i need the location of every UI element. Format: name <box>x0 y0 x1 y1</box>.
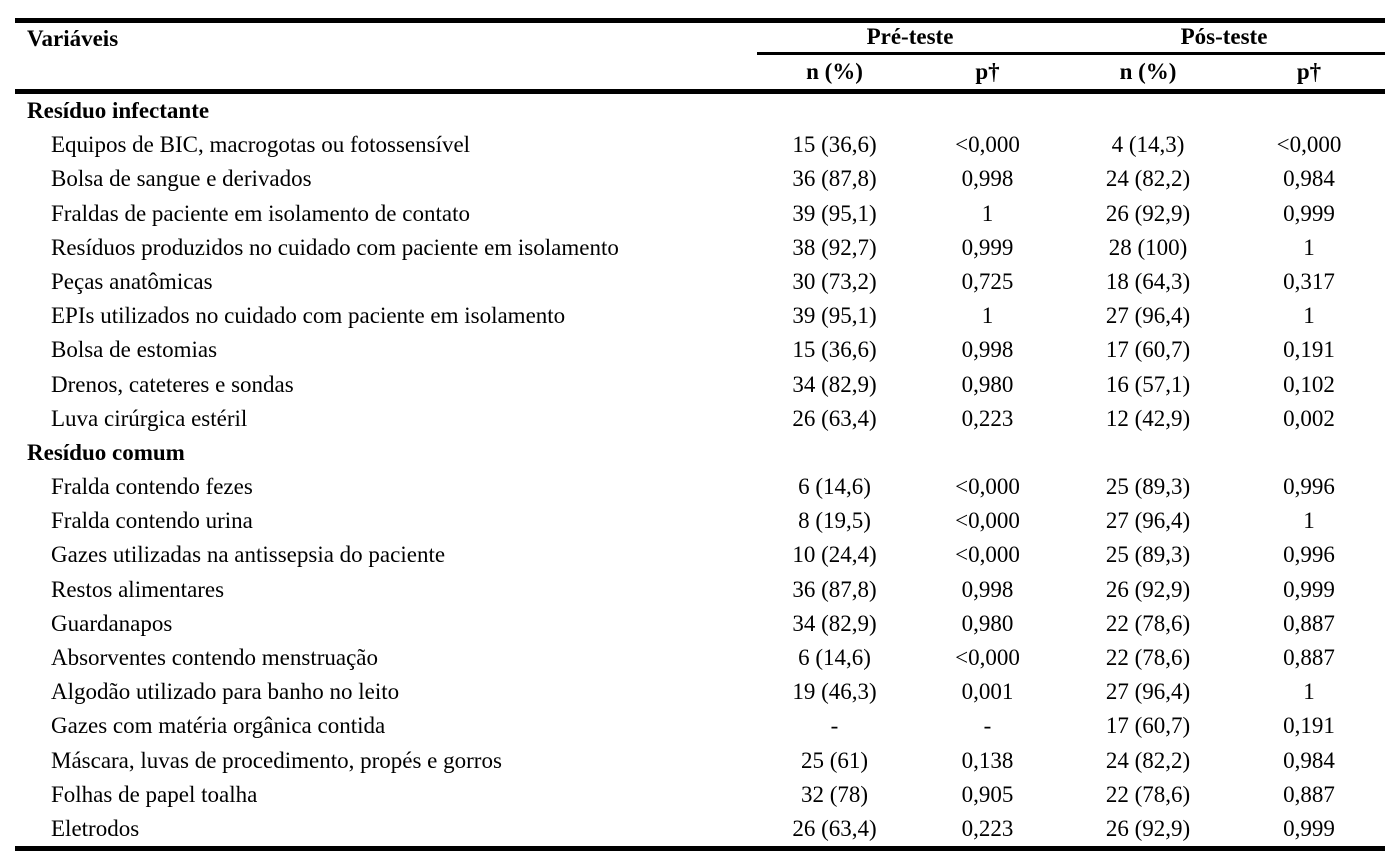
cell-pos-p: 0,002 <box>1283 405 1335 431</box>
table-row <box>15 402 1385 436</box>
table-row <box>15 470 1385 504</box>
cell-pos-n: 17 (60,7) <box>1105 713 1191 739</box>
cell-pre-p: <0,000 <box>955 474 1020 500</box>
row-label: Eletrodos <box>51 815 140 841</box>
cell-pre-n: - <box>830 713 839 739</box>
cell-pre-n: 25 (61) <box>800 747 869 773</box>
cell-pos-n: 12 (42,9) <box>1105 405 1191 431</box>
cell-pos-p: 0,191 <box>1283 337 1335 363</box>
row-label: Peças anatômicas <box>51 268 213 294</box>
cell-pre-p: 0,980 <box>961 610 1014 636</box>
cell-pre-n: 36 (87,8) <box>792 166 877 192</box>
cell-pre-n: 15 (36,6) <box>792 132 877 158</box>
cell-pos-p: 0,996 <box>1283 542 1335 568</box>
row-label: Gazes com matéria orgânica contida <box>51 713 386 739</box>
subheader-pre-n: n (%) <box>806 59 863 84</box>
row-label: Máscara, luvas de procedimento, propés e gorros <box>51 747 502 773</box>
table-row <box>15 538 1385 572</box>
cell-pre-n: 6 (14,6) <box>798 474 871 500</box>
cell-pos-p: 1 <box>1303 508 1315 534</box>
table-row <box>15 231 1385 265</box>
cell-pre-p: 0,725 <box>961 268 1014 294</box>
table-row <box>15 197 1385 231</box>
row-label: EPIs utilizados no cuidado com paciente em isolamento <box>51 303 566 329</box>
cell-pos-n: 26 (92,9) <box>1105 200 1191 226</box>
cell-pos-n: 22 (78,6) <box>1105 610 1191 636</box>
table-row <box>15 333 1385 367</box>
cell-pos-n: 27 (96,4) <box>1105 303 1191 329</box>
section-title: Resíduo infectante <box>27 98 210 123</box>
cell-pos-n: 27 (96,4) <box>1105 679 1191 705</box>
table-row <box>15 778 1385 812</box>
cell-pre-p: <0,000 <box>955 645 1020 670</box>
cell-pre-n: 39 (95,1) <box>792 200 877 226</box>
subheader-pos-p: p† <box>1296 59 1322 84</box>
results-table <box>15 18 1385 851</box>
row-label: Bolsa de estomias <box>51 337 218 363</box>
cell-pre-n: 26 (63,4) <box>792 815 877 841</box>
cell-pos-n: 24 (82,2) <box>1105 166 1191 192</box>
cell-pre-p: 0,999 <box>961 234 1014 260</box>
cell-pos-n: 22 (78,6) <box>1105 781 1191 807</box>
table-row <box>15 299 1385 333</box>
row-label: Fralda contendo fezes <box>51 474 253 500</box>
row-label: Equipos de BIC, macrogotas ou fotossensível <box>51 132 471 158</box>
table-row <box>15 675 1385 709</box>
cell-pos-n: 28 (100) <box>1108 234 1188 260</box>
cell-pre-p: 0,998 <box>961 166 1014 192</box>
row-label: Absorventes contendo menstruação <box>51 645 379 670</box>
row-label: Luva cirúrgica estéril <box>51 405 248 431</box>
cell-pre-p: 0,223 <box>961 405 1014 431</box>
subheader-pre-p: p† <box>975 59 1000 84</box>
cell-pre-p: 0,905 <box>961 781 1014 807</box>
cell-pos-p: <0,000 <box>1276 132 1342 158</box>
cell-pos-p: 1 <box>1303 303 1315 329</box>
cell-pos-n: 27 (96,4) <box>1105 508 1191 534</box>
table-row <box>15 641 1385 675</box>
cell-pos-n: 24 (82,2) <box>1105 747 1191 773</box>
row-label: Restos alimentares <box>51 576 225 602</box>
table-row <box>15 607 1385 641</box>
cell-pos-n: 18 (64,3) <box>1105 268 1191 294</box>
cell-pos-n: 26 (92,9) <box>1105 576 1191 602</box>
cell-pos-p: 0,999 <box>1283 576 1335 602</box>
subheader-pos-n: n (%) <box>1119 59 1177 84</box>
cell-pre-n: 34 (82,9) <box>792 610 877 636</box>
cell-pre-p: 0,001 <box>961 679 1014 705</box>
row-label: Guardanapos <box>51 610 173 636</box>
cell-pre-n: 32 (78) <box>800 781 869 807</box>
table-row <box>15 744 1385 778</box>
cell-pre-p: <0,000 <box>955 542 1020 568</box>
cell-pos-n: 25 (89,3) <box>1105 474 1191 500</box>
cell-pos-p: 0,191 <box>1283 713 1335 739</box>
table-row <box>15 162 1385 196</box>
row-label: Algodão utilizado para banho no leito <box>51 679 400 705</box>
table-row <box>15 709 1385 743</box>
cell-pre-n: 10 (24,4) <box>792 542 877 568</box>
row-label: Resíduos produzidos no cuidado com paciente em isolamento <box>51 234 619 260</box>
cell-pre-p: 0,980 <box>961 371 1014 397</box>
table-header-subcolumns <box>15 55 1385 94</box>
cell-pre-p: 1 <box>981 200 994 226</box>
cell-pos-p: 0,887 <box>1283 781 1335 807</box>
group-header-pre-teste: Pré-teste <box>866 24 954 49</box>
cell-pre-n: 15 (36,6) <box>792 337 877 363</box>
group-spanner-rule <box>757 23 1385 55</box>
table-row <box>15 504 1385 538</box>
cell-pos-p: 0,887 <box>1283 645 1335 670</box>
row-label: Fraldas de paciente em isolamento de contato <box>51 200 470 226</box>
row-label: Bolsa de sangue e derivados <box>51 166 312 192</box>
cell-pos-p: 0,984 <box>1283 747 1335 773</box>
table-row <box>15 128 1385 162</box>
cell-pre-p: 0,138 <box>961 747 1014 773</box>
cell-pos-p: 1 <box>1303 679 1315 705</box>
table-row <box>15 265 1385 299</box>
cell-pre-n: 19 (46,3) <box>792 679 877 705</box>
row-label: Gazes utilizadas na antissepsia do paciente <box>51 542 446 568</box>
cell-pos-p: 0,887 <box>1283 610 1335 636</box>
row-label: Drenos, cateteres e sondas <box>51 371 294 397</box>
cell-pre-p: 0,998 <box>961 576 1014 602</box>
section-header-residuo-comum <box>15 436 1385 470</box>
cell-pos-n: 25 (89,3) <box>1105 542 1191 568</box>
cell-pos-p: 0,999 <box>1283 815 1335 841</box>
cell-pos-p: 0,996 <box>1283 474 1335 500</box>
cell-pos-p: 0,317 <box>1283 268 1335 294</box>
row-label: Fralda contendo urina <box>51 508 253 534</box>
cell-pos-p: 0,102 <box>1283 371 1335 397</box>
cell-pos-n: 22 (78,6) <box>1105 645 1191 670</box>
cell-pre-n: 38 (92,7) <box>792 234 877 260</box>
cell-pos-p: 1 <box>1303 234 1315 260</box>
cell-pre-p: <0,000 <box>955 132 1020 158</box>
cell-pre-n: 36 (87,8) <box>792 576 877 602</box>
cell-pre-n: 8 (19,5) <box>798 508 871 534</box>
cell-pre-p: <0,000 <box>955 508 1020 534</box>
cell-pre-p: - <box>983 713 992 739</box>
cell-pre-p: 1 <box>981 303 994 329</box>
section-header-residuo-infectante <box>15 94 1385 128</box>
cell-pos-n: 17 (60,7) <box>1105 337 1191 363</box>
cell-pos-p: 0,999 <box>1283 200 1335 226</box>
cell-pre-p: 0,998 <box>961 337 1014 363</box>
cell-pre-p: 0,223 <box>961 815 1014 841</box>
group-header-pos-teste: Pós-teste <box>1180 24 1268 49</box>
cell-pre-n: 26 (63,4) <box>792 405 877 431</box>
table-body <box>15 94 1385 851</box>
section-title: Resíduo comum <box>27 439 185 465</box>
cell-pos-n: 4 (14,3) <box>1111 132 1185 158</box>
row-label: Folhas de papel toalha <box>51 781 258 807</box>
cell-pos-n: 26 (92,9) <box>1105 815 1191 841</box>
column-header-variables: Variáveis <box>27 26 119 51</box>
cell-pre-n: 39 (95,1) <box>792 303 877 329</box>
cell-pos-p: 0,984 <box>1283 166 1335 192</box>
table-row <box>15 573 1385 607</box>
cell-pos-n: 16 (57,1) <box>1105 371 1191 397</box>
cell-pre-n: 6 (14,6) <box>798 645 871 670</box>
table-row <box>15 812 1385 846</box>
table-row <box>15 368 1385 402</box>
cell-pre-n: 34 (82,9) <box>792 371 877 397</box>
cell-pre-n: 30 (73,2) <box>792 268 877 294</box>
table-header-groups <box>15 23 1385 55</box>
